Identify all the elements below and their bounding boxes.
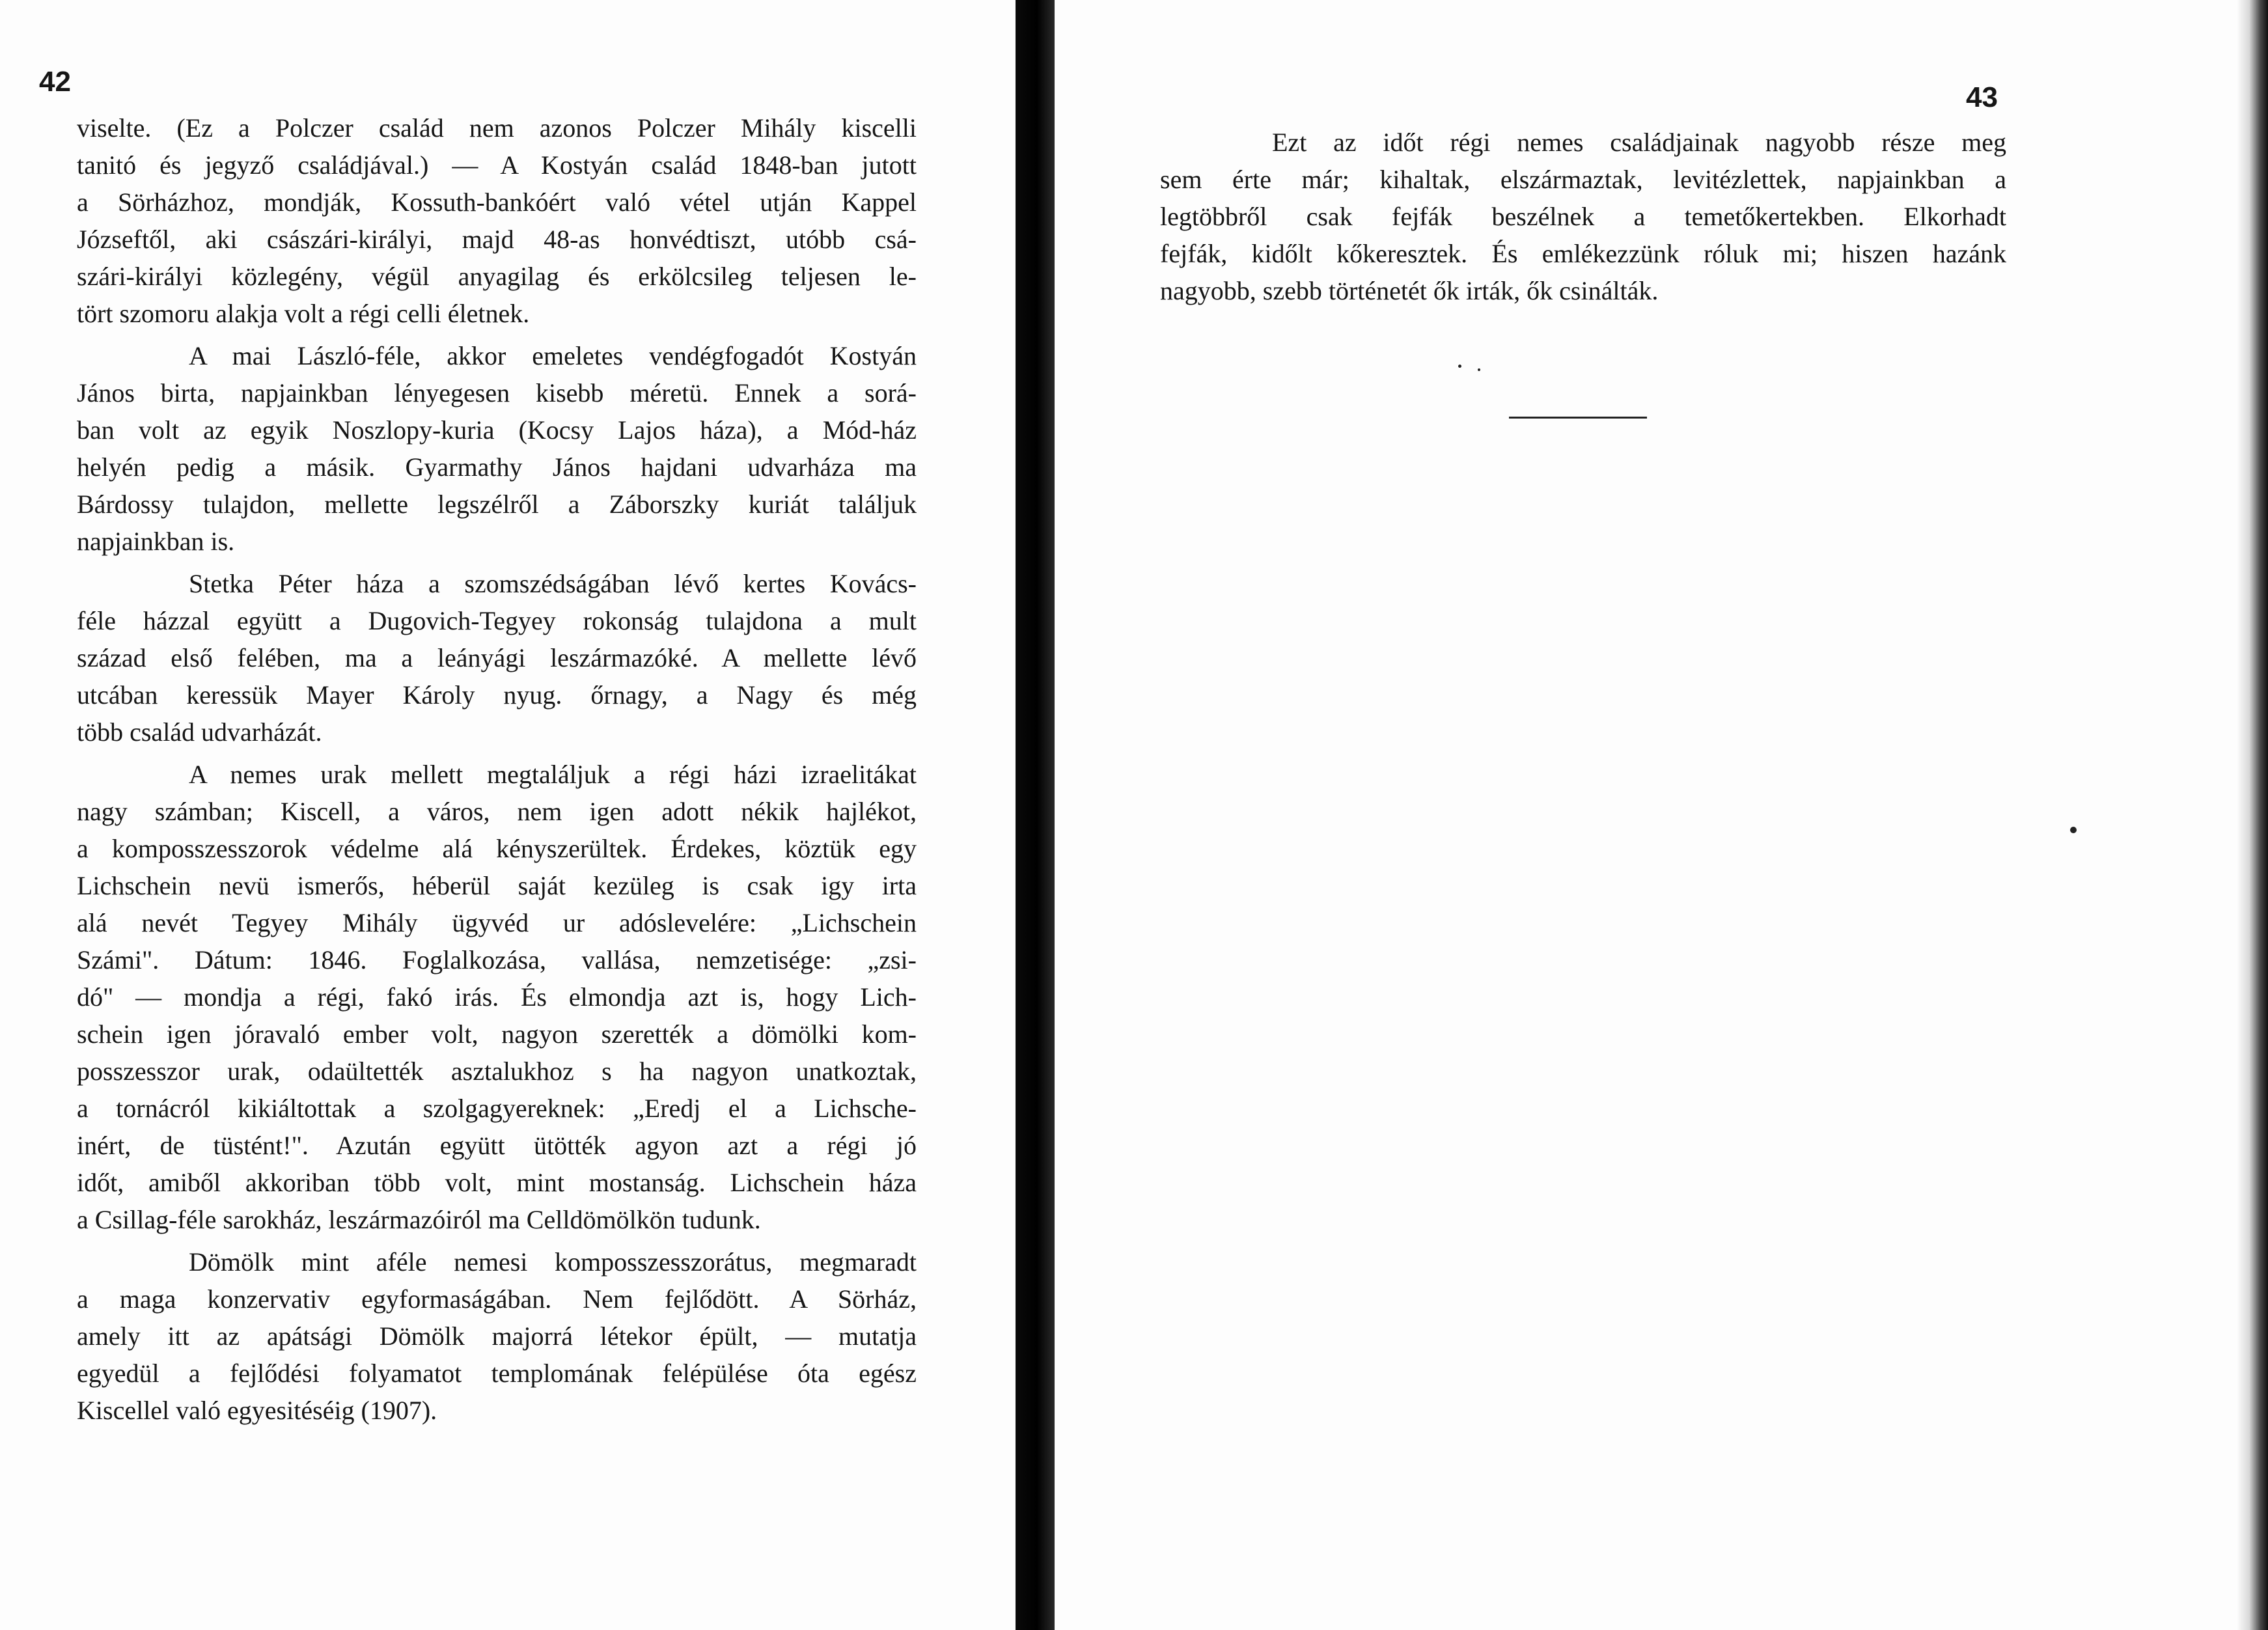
text-line: nagy számban; Kiscell, a város, nem igen adott nékik hajlékot, — [77, 797, 917, 826]
text-line: napjainkban is. — [77, 527, 235, 556]
text-line: Ezt az időt régi nemes családjainak nagyobb része meg — [1272, 128, 2006, 157]
text-line: a Csillag-féle sarokház, leszármazóiról ma Celldömölkön tudunk. — [77, 1205, 761, 1234]
text-line: a tornácról kikiáltottak a szolgagyereknek: „Eredj el a Lichsche- — [77, 1094, 917, 1123]
right-page-text — [1160, 124, 2006, 309]
text-line: amely itt az apátsági Dömölk majorrá létekor épült, — mutatja — [77, 1321, 917, 1351]
text-line: század első felében, ma a leányági leszármazóké. A mellette lévő — [77, 643, 917, 672]
text-line: Kiscellel való egyesitéséig (1907). — [77, 1396, 437, 1425]
text-line: Stetka Péter háza a szomszédságában lévő kertes Kovács- — [189, 569, 917, 598]
text-line: legtöbbről csak fejfák beszélnek a temetőkertekben. Elkorhadt — [1160, 202, 2006, 231]
text-line: Józseftől, aki császári-királyi, majd 48-as honvédtiszt, utóbb csá- — [77, 225, 917, 254]
text-line: schein igen jóravaló ember volt, nagyon szerették a dömölki kom- — [77, 1019, 917, 1049]
text-line: posszesszor urak, odaültették asztalukhoz s ha nagyon unatkoztak, — [77, 1057, 917, 1086]
text-line: viselte. (Ez a Polczer család nem azonos Polczer Mihály kiscelli — [77, 113, 917, 143]
text-line: Dömölk mint aféle nemesi komposszesszorátus, megmaradt — [189, 1247, 917, 1277]
print-speck — [1458, 365, 1461, 368]
text-line: János birta, napjainkban lényegesen kisebb méretü. Ennek a sorá- — [77, 378, 917, 408]
text-line: ban volt az egyik Noszlopy-kuria (Kocsy Lajos háza), a Mód-ház — [77, 415, 917, 445]
section-end-rule — [1509, 417, 1647, 419]
text-line: helyén pedig a másik. Gyarmathy János hajdani udvarháza ma — [77, 452, 917, 482]
text-line: Lichschein nevü ismerős, héberül saját kezüleg is csak igy irta — [77, 871, 917, 900]
text-line: tört szomoru alakja volt a régi celli életnek. — [77, 299, 530, 328]
text-line: A mai László-féle, akkor emeletes vendégfogadót Kostyán — [189, 341, 917, 370]
text-line: tanitó és jegyző családjával.) — A Kostyán család 1848-ban jutott — [77, 150, 917, 180]
text-line: több család udvarházát. — [77, 717, 322, 747]
text-line: utcában keressük Mayer Károly nyug. őrnagy, a Nagy és még — [77, 680, 917, 710]
left-page-text — [77, 109, 917, 1429]
text-line: a komposszesszorok védelme alá kényszerültek. Érdekes, köztük egy — [77, 834, 917, 863]
text-line: sem érte már; kihaltak, elszármaztak, levitézlettek, napjainkban a — [1160, 165, 2006, 194]
text-line: nagyobb, szebb történetét ők irták, ők csinálták. — [1160, 276, 1659, 305]
print-speck — [1478, 368, 1480, 371]
text-line: féle házzal együtt a Dugovich-Tegyey rokonság tulajdona a mult — [77, 606, 917, 635]
page-number: 42 — [39, 66, 71, 98]
text-line: A nemes urak mellett megtaláljuk a régi házi izraelitákat — [189, 760, 917, 789]
text-line: alá nevét Tegyey Mihály ügyvéd ur adóslevelére: „Lichschein — [77, 908, 917, 937]
text-line: inért, de tüstént!". Azután együtt ütötték agyon azt a régi jó — [77, 1131, 917, 1160]
right-page — [1055, 0, 2268, 1630]
text-line: Bárdossy tulajdon, mellette legszélről a Záborszky kuriát találjuk — [77, 490, 917, 519]
text-line: fejfák, kidőlt kőkeresztek. És emlékezzünk róluk mi; hiszen hazánk — [1160, 239, 2006, 268]
left-page — [0, 0, 1016, 1630]
print-speck — [2070, 827, 2077, 833]
text-line: szári-királyi közlegény, végül anyagilag és erkölcsileg teljesen le- — [77, 262, 917, 291]
text-line: egyedül a fejlődési folyamatot templomának felépülése óta egész — [77, 1359, 917, 1388]
text-line: a Sörházhoz, mondják, Kossuth-bankóért való vétel utján Kappel — [77, 187, 917, 217]
text-line: dó" — mondja a régi, fakó irás. És elmondja azt is, hogy Lich- — [77, 982, 917, 1012]
book-gutter — [1016, 0, 1055, 1630]
text-line: a maga konzervativ egyformaságában. Nem fejlődött. A Sörház, — [77, 1284, 917, 1314]
page-edge-shadow — [2237, 0, 2268, 1630]
text-line: időt, amiből akkoriban több volt, mint mostanság. Lichschein háza — [77, 1168, 917, 1197]
page-number: 43 — [1966, 81, 1998, 113]
text-line: Számi". Dátum: 1846. Foglalkozása, vallása, nemzetisége: „zsi- — [77, 945, 917, 974]
